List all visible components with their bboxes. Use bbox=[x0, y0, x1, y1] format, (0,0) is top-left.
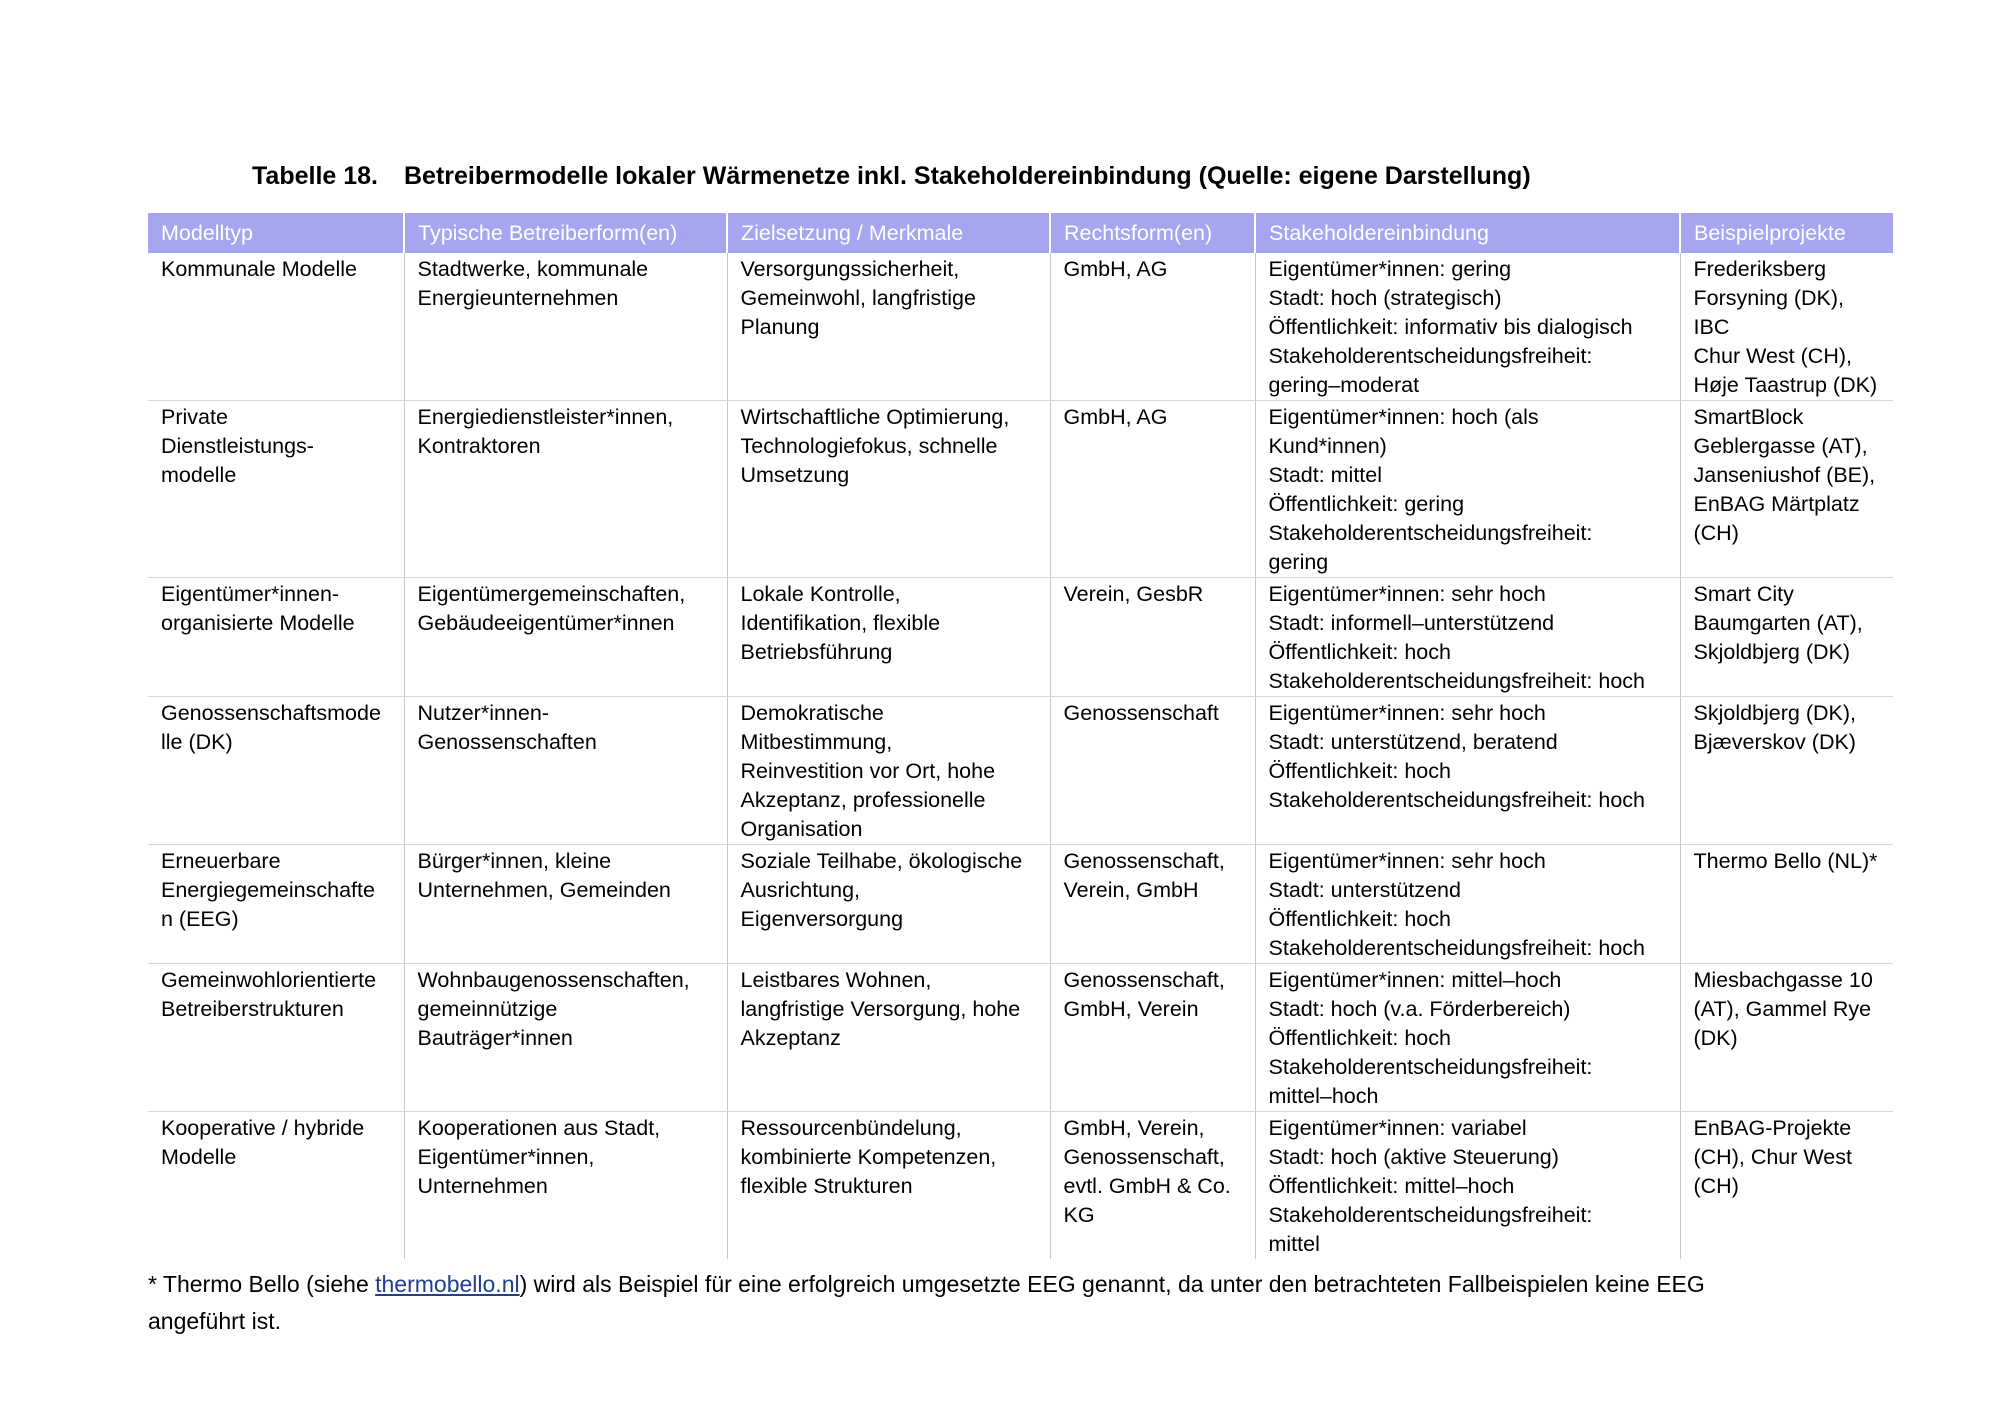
cell-line: Frederiksberg bbox=[1693, 257, 1827, 281]
cell-stakeholder bbox=[1255, 964, 1680, 1112]
cell-line: (AT), Gammel Rye bbox=[1693, 997, 1872, 1021]
cell-modelltyp bbox=[148, 578, 404, 697]
cell-line: Private bbox=[161, 405, 228, 429]
cell-zielsetzung bbox=[727, 964, 1050, 1112]
cell-line: Gebäudeeigentümer*innen bbox=[417, 611, 675, 635]
cell-line: Dienstleistungs- bbox=[161, 434, 314, 458]
cell-line: GmbH, Verein, bbox=[1063, 1116, 1205, 1140]
cell-line: Bjæverskov (DK) bbox=[1693, 730, 1856, 754]
cell-beispiele bbox=[1680, 1112, 1893, 1260]
cell-line: Stadt: hoch (aktive Steuerung) bbox=[1268, 1145, 1559, 1169]
cell-line: Eigentümer*innen- bbox=[161, 582, 340, 606]
cell-line: Demokratische bbox=[740, 701, 884, 725]
cell-line: EnBAG Märtplatz bbox=[1693, 492, 1860, 516]
cell-line: Stakeholderentscheidungsfreiheit: hoch bbox=[1268, 669, 1646, 693]
cell-rechtsform bbox=[1050, 964, 1255, 1112]
cell-line: Wohnbaugenossenschaften, bbox=[417, 968, 690, 992]
cell-line: Thermo Bello (NL)* bbox=[1693, 849, 1878, 873]
cell-line: Verein, GesbR bbox=[1063, 582, 1204, 606]
cell-line: Erneuerbare bbox=[161, 849, 281, 873]
cell-line: Genossenschaft, bbox=[1063, 849, 1225, 873]
cell-line: Stadt: informell–unterstützend bbox=[1268, 611, 1555, 635]
cell-line: Öffentlichkeit: mittel–hoch bbox=[1268, 1174, 1515, 1198]
cell-line: Stakeholderentscheidungsfreiheit: hoch bbox=[1268, 788, 1646, 812]
table-number: Tabelle 18. bbox=[252, 162, 378, 190]
cell-line: Ressourcenbündelung, bbox=[740, 1116, 962, 1140]
cell-line: Versorgungssicherheit, bbox=[740, 257, 960, 281]
cell-line: (CH), Chur West bbox=[1693, 1145, 1852, 1169]
cell-line: Nutzer*innen- bbox=[417, 701, 549, 725]
cell-line: Identifikation, flexible bbox=[740, 611, 941, 635]
cell-betreiberform bbox=[404, 1112, 727, 1260]
cell-line: Genossenschaften bbox=[417, 730, 597, 754]
cell-line: (DK) bbox=[1693, 1026, 1738, 1050]
cell-line: Stakeholderentscheidungsfreiheit: bbox=[1268, 344, 1593, 368]
cell-line: Stakeholderentscheidungsfreiheit: bbox=[1268, 521, 1593, 545]
cell-line: (CH) bbox=[1693, 1174, 1739, 1198]
cell-line: Eigenversorgung bbox=[740, 907, 904, 931]
cell-line: Akzeptanz bbox=[740, 1026, 841, 1050]
cell-line: Stadt: hoch (v.a. Förderbereich) bbox=[1268, 997, 1571, 1021]
cell-rechtsform bbox=[1050, 578, 1255, 697]
cell-beispiele bbox=[1680, 578, 1893, 697]
cell-line: Genossenschaft, bbox=[1063, 1145, 1225, 1169]
cell-beispiele bbox=[1680, 401, 1893, 578]
cell-line: Bauträger*innen bbox=[417, 1026, 573, 1050]
cell-betreiberform bbox=[404, 697, 727, 845]
cell-line: GmbH, AG bbox=[1063, 257, 1168, 281]
cell-stakeholder bbox=[1255, 1112, 1680, 1260]
cell-line: Stakeholderentscheidungsfreiheit: bbox=[1268, 1055, 1593, 1079]
cell-line: Umsetzung bbox=[740, 463, 850, 487]
cell-line: Planung bbox=[740, 315, 820, 339]
cell-line: Eigentümer*innen: sehr hoch bbox=[1268, 701, 1546, 725]
cell-line: n (EEG) bbox=[161, 907, 239, 931]
footnote-line2: angeführt ist. bbox=[148, 1308, 281, 1334]
cell-line: Lokale Kontrolle, bbox=[740, 582, 901, 606]
table-row bbox=[148, 845, 1893, 964]
cell-line: Gemeinwohlorientierte bbox=[161, 968, 377, 992]
cell-line: Genossenschaft bbox=[1063, 701, 1219, 725]
cell-line: Unternehmen bbox=[417, 1174, 548, 1198]
table-title: Betreibermodelle lokaler Wärmenetze inkl. Stakeholdereinbindung (Quelle: eigene Darstellung) bbox=[404, 162, 1531, 190]
cell-rechtsform bbox=[1050, 1112, 1255, 1260]
cell-line: evtl. GmbH & Co. bbox=[1063, 1174, 1231, 1198]
cell-line: lle (DK) bbox=[161, 730, 233, 754]
header-stakeholder: Stakeholdereinbindung bbox=[1255, 213, 1680, 253]
cell-line: KG bbox=[1063, 1203, 1095, 1227]
cell-line: flexible Strukturen bbox=[740, 1174, 913, 1198]
cell-line: gering–moderat bbox=[1268, 373, 1420, 397]
cell-line: Öffentlichkeit: hoch bbox=[1268, 640, 1451, 664]
cell-line: GmbH, Verein bbox=[1063, 997, 1199, 1021]
cell-line: Stadt: unterstützend, beratend bbox=[1268, 730, 1558, 754]
table-row bbox=[148, 401, 1893, 578]
cell-line: Eigentümer*innen: variabel bbox=[1268, 1116, 1527, 1140]
cell-line: GmbH, AG bbox=[1063, 405, 1168, 429]
cell-line: langfristige Versorgung, hohe bbox=[740, 997, 1021, 1021]
header-zielsetzung: Zielsetzung / Merkmale bbox=[727, 213, 1050, 253]
cell-line: Geblergasse (AT), bbox=[1693, 434, 1868, 458]
cell-line: Eigentümer*innen: sehr hoch bbox=[1268, 582, 1546, 606]
cell-line: Kund*innen) bbox=[1268, 434, 1387, 458]
cell-modelltyp bbox=[148, 1112, 404, 1260]
cell-line: Eigentümer*innen: sehr hoch bbox=[1268, 849, 1546, 873]
cell-beispiele bbox=[1680, 697, 1893, 845]
cell-beispiele bbox=[1680, 964, 1893, 1112]
cell-rechtsform bbox=[1050, 253, 1255, 401]
cell-line: Unternehmen, Gemeinden bbox=[417, 878, 671, 902]
cell-line: Reinvestition vor Ort, hohe bbox=[740, 759, 996, 783]
cell-betreiberform bbox=[404, 964, 727, 1112]
cell-line: Stadt: unterstützend bbox=[1268, 878, 1461, 902]
cell-modelltyp bbox=[148, 253, 404, 401]
cell-zielsetzung bbox=[727, 845, 1050, 964]
table-row bbox=[148, 964, 1893, 1112]
cell-line: Leistbares Wohnen, bbox=[740, 968, 932, 992]
cell-line: Baumgarten (AT), bbox=[1693, 611, 1863, 635]
cell-stakeholder bbox=[1255, 845, 1680, 964]
footnote-suffix: ) wird als Beispiel für eine erfolgreich umgesetzte EEG genannt, da unter den betrachteten Fallbeispielen keine EEG bbox=[519, 1271, 1705, 1297]
cell-rechtsform bbox=[1050, 401, 1255, 578]
cell-line: Ausrichtung, bbox=[740, 878, 861, 902]
table-caption bbox=[252, 160, 1531, 192]
cell-line: Høje Taastrup (DK) bbox=[1693, 373, 1878, 397]
cell-line: Bürger*innen, kleine bbox=[417, 849, 612, 873]
table-row bbox=[148, 1112, 1893, 1260]
cell-line: Eigentümer*innen, bbox=[417, 1145, 595, 1169]
footnote-prefix: * Thermo Bello (siehe bbox=[148, 1271, 376, 1297]
cell-line: Energiedienstleister*innen, bbox=[417, 405, 674, 429]
table-row bbox=[148, 578, 1893, 697]
cell-line: Skjoldbjerg (DK), bbox=[1693, 701, 1856, 725]
cell-line: Öffentlichkeit: gering bbox=[1268, 492, 1465, 516]
cell-line: SmartBlock bbox=[1693, 405, 1804, 429]
cell-line: Energieunternehmen bbox=[417, 286, 619, 310]
cell-line: mittel bbox=[1268, 1232, 1320, 1256]
table-header-row bbox=[148, 213, 1893, 253]
cell-line: Gemeinwohl, langfristige bbox=[740, 286, 976, 310]
cell-line: Stadt: hoch (strategisch) bbox=[1268, 286, 1502, 310]
cell-line: Stakeholderentscheidungsfreiheit: hoch bbox=[1268, 936, 1646, 960]
cell-zielsetzung bbox=[727, 253, 1050, 401]
cell-line: Eigentümer*innen: hoch (als bbox=[1268, 405, 1539, 429]
cell-line: Skjoldbjerg (DK) bbox=[1693, 640, 1851, 664]
cell-modelltyp bbox=[148, 401, 404, 578]
cell-betreiberform bbox=[404, 578, 727, 697]
table-body bbox=[148, 253, 1893, 1259]
cell-modelltyp bbox=[148, 845, 404, 964]
cell-modelltyp bbox=[148, 697, 404, 845]
cell-rechtsform bbox=[1050, 845, 1255, 964]
cell-line: mittel–hoch bbox=[1268, 1084, 1379, 1108]
cell-stakeholder bbox=[1255, 253, 1680, 401]
cell-line: Stadtwerke, kommunale bbox=[417, 257, 649, 281]
cell-line: Stakeholderentscheidungsfreiheit: bbox=[1268, 1203, 1593, 1227]
cell-line: Modelle bbox=[161, 1145, 237, 1169]
cell-line: (CH) bbox=[1693, 521, 1739, 545]
cell-line: kombinierte Kompetenzen, bbox=[740, 1145, 997, 1169]
cell-betreiberform bbox=[404, 253, 727, 401]
cell-line: Chur West (CH), bbox=[1693, 344, 1852, 368]
cell-zielsetzung bbox=[727, 697, 1050, 845]
cell-betreiberform bbox=[404, 845, 727, 964]
cell-zielsetzung bbox=[727, 401, 1050, 578]
cell-line: Kommunale Modelle bbox=[161, 257, 357, 281]
table-row bbox=[148, 253, 1893, 401]
cell-line: gemeinnützige bbox=[417, 997, 558, 1021]
cell-line: modelle bbox=[161, 463, 237, 487]
cell-line: Öffentlichkeit: hoch bbox=[1268, 1026, 1451, 1050]
cell-betreiberform bbox=[404, 401, 727, 578]
cell-line: Öffentlichkeit: hoch bbox=[1268, 759, 1451, 783]
cell-line: Eigentümer*innen: gering bbox=[1268, 257, 1512, 281]
cell-line: Stadt: mittel bbox=[1268, 463, 1383, 487]
cell-line: Öffentlichkeit: informativ bis dialogisch bbox=[1268, 315, 1633, 339]
cell-line: Smart City bbox=[1693, 582, 1794, 606]
cell-beispiele bbox=[1680, 253, 1893, 401]
cell-line: Genossenschaftsmode bbox=[161, 701, 381, 725]
cell-line: Technologiefokus, schnelle bbox=[740, 434, 998, 458]
cell-line: Organisation bbox=[740, 817, 863, 841]
cell-line: Betreiberstrukturen bbox=[161, 997, 344, 1021]
cell-modelltyp bbox=[148, 964, 404, 1112]
thermobello-link[interactable]: thermobello.nl bbox=[375, 1271, 520, 1297]
cell-beispiele bbox=[1680, 845, 1893, 964]
cell-line: Genossenschaft, bbox=[1063, 968, 1225, 992]
cell-line: Eigentümergemeinschaften, bbox=[417, 582, 686, 606]
header-modelltyp: Modelltyp bbox=[148, 213, 404, 253]
header-rechtsform: Rechtsform(en) bbox=[1050, 213, 1255, 253]
cell-line: organisierte Modelle bbox=[161, 611, 355, 635]
cell-stakeholder bbox=[1255, 697, 1680, 845]
cell-line: Kooperationen aus Stadt, bbox=[417, 1116, 661, 1140]
table-row bbox=[148, 697, 1893, 845]
cell-stakeholder bbox=[1255, 578, 1680, 697]
cell-line: Janseniushof (BE), bbox=[1693, 463, 1876, 487]
cell-line: Betriebsführung bbox=[740, 640, 893, 664]
cell-line: EnBAG-Projekte bbox=[1693, 1116, 1852, 1140]
cell-line: Energiegemeinschafte bbox=[161, 878, 375, 902]
cell-line: Öffentlichkeit: hoch bbox=[1268, 907, 1451, 931]
header-beispiele: Beispielprojekte bbox=[1680, 213, 1893, 253]
cell-line: Akzeptanz, professionelle bbox=[740, 788, 986, 812]
cell-line: Kontraktoren bbox=[417, 434, 541, 458]
cell-line: Forsyning (DK), IBC bbox=[1693, 286, 1845, 339]
cell-line: Miesbachgasse 10 bbox=[1693, 968, 1873, 992]
cell-zielsetzung bbox=[727, 578, 1050, 697]
cell-line: Soziale Teilhabe, ökologische bbox=[740, 849, 1023, 873]
footnote bbox=[148, 1266, 1868, 1340]
cell-zielsetzung bbox=[727, 1112, 1050, 1260]
cell-line: Verein, GmbH bbox=[1063, 878, 1199, 902]
operator-models-table bbox=[148, 213, 1893, 1259]
cell-line: Kooperative / hybride bbox=[161, 1116, 365, 1140]
header-betreiberform: Typische Betreiberform(en) bbox=[404, 213, 727, 253]
cell-line: Eigentümer*innen: mittel–hoch bbox=[1268, 968, 1562, 992]
cell-stakeholder bbox=[1255, 401, 1680, 578]
cell-rechtsform bbox=[1050, 697, 1255, 845]
cell-line: gering bbox=[1268, 550, 1329, 574]
cell-line: Mitbestimmung, bbox=[740, 730, 893, 754]
cell-line: Wirtschaftliche Optimierung, bbox=[740, 405, 1010, 429]
